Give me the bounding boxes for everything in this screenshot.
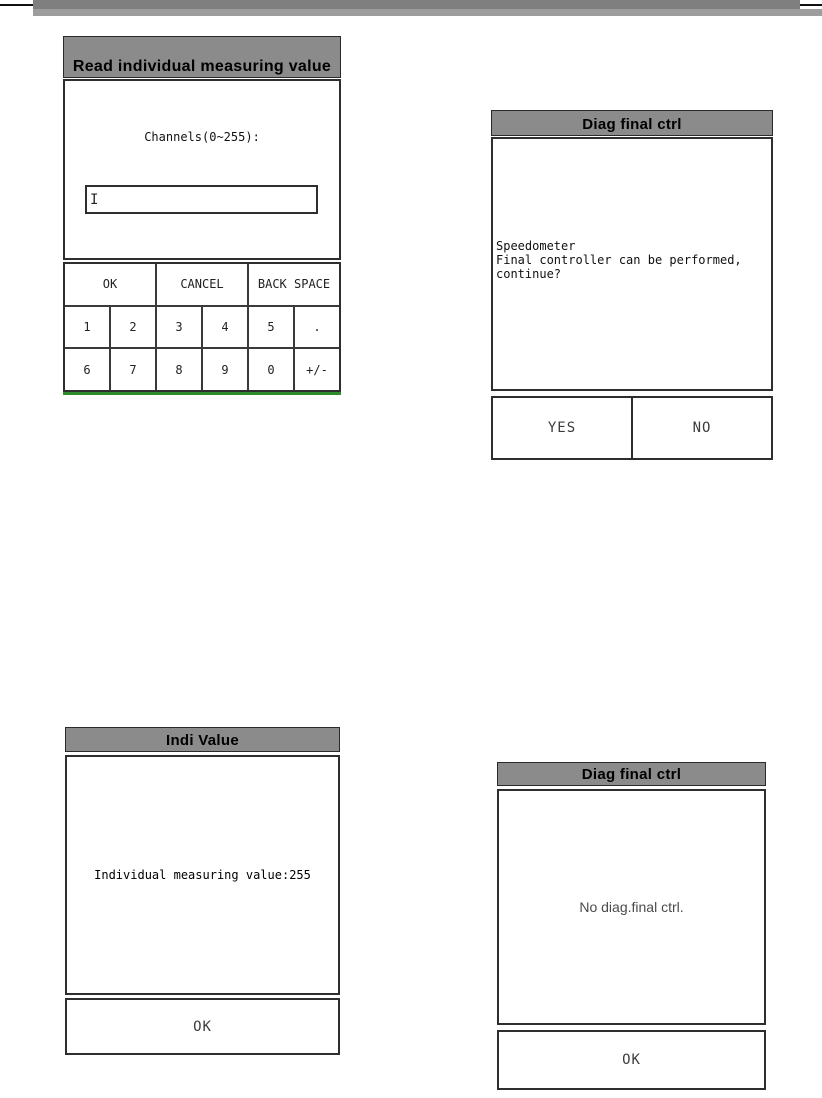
key-plus-minus[interactable]: +/- [295, 349, 339, 390]
key-9[interactable]: 9 [203, 349, 247, 390]
dialog-diag-final-ctrl-confirm [491, 110, 773, 461]
dialog-message [493, 139, 771, 281]
key-0[interactable]: 0 [249, 349, 293, 390]
dialog-title-bar [65, 727, 340, 752]
ok-button[interactable]: OK [193, 1018, 212, 1035]
message-line: continue? [496, 267, 562, 281]
dialog-message: No diag.final ctrl. [579, 899, 684, 915]
key-2[interactable]: 2 [111, 307, 155, 348]
key-5[interactable]: 5 [249, 307, 293, 348]
dialog-button-row [65, 998, 340, 1055]
key-6[interactable]: 6 [65, 349, 109, 390]
key-7[interactable]: 7 [111, 349, 155, 390]
ok-button[interactable]: OK [622, 1052, 641, 1068]
dialog-title-bar [491, 110, 773, 136]
dialog-title: Indi Value [165, 732, 240, 749]
dialog-body [65, 755, 340, 995]
key-8[interactable]: 8 [157, 349, 201, 390]
key-ok[interactable]: OK [65, 264, 155, 305]
key-1[interactable]: 1 [65, 307, 109, 348]
dialog-body [497, 789, 766, 1025]
dialog-message: Individual measuring value:255 [94, 868, 311, 882]
dialog-title-bar [63, 36, 341, 78]
no-button[interactable]: NO [631, 398, 771, 458]
dialog-title: Read individual measuring value [72, 58, 332, 75]
page-header-bar-light [33, 9, 822, 16]
key-cancel[interactable]: CANCEL [157, 264, 247, 305]
dialog-button-row [497, 1030, 766, 1090]
dialog-read-individual-measuring-value [63, 36, 341, 395]
message-line: Final controller can be performed, [496, 253, 742, 267]
dialog-title-bar [497, 762, 766, 786]
key-3[interactable]: 3 [157, 307, 201, 348]
key-4[interactable]: 4 [203, 307, 247, 348]
text-cursor-icon: I [90, 191, 99, 208]
key-backspace[interactable]: BACK SPACE [249, 264, 339, 305]
key-dot[interactable]: . [295, 307, 339, 348]
page-header-bar-dark [33, 0, 800, 9]
dialog-indi-value [65, 727, 340, 1055]
dialog-title: Diag final ctrl [582, 116, 682, 133]
channels-label: Channels(0~255): [144, 130, 260, 144]
keypad-accent-line [63, 392, 341, 395]
dialog-body [63, 79, 341, 260]
message-line: Speedometer [496, 239, 576, 253]
numeric-keypad [63, 262, 341, 392]
dialog-diag-final-ctrl-none [497, 762, 766, 1090]
dialog-button-row [491, 396, 773, 460]
dialog-title: Diag final ctrl [581, 766, 682, 783]
yes-button[interactable]: YES [547, 420, 577, 436]
dialog-body [491, 137, 773, 391]
channels-input[interactable] [85, 185, 318, 214]
